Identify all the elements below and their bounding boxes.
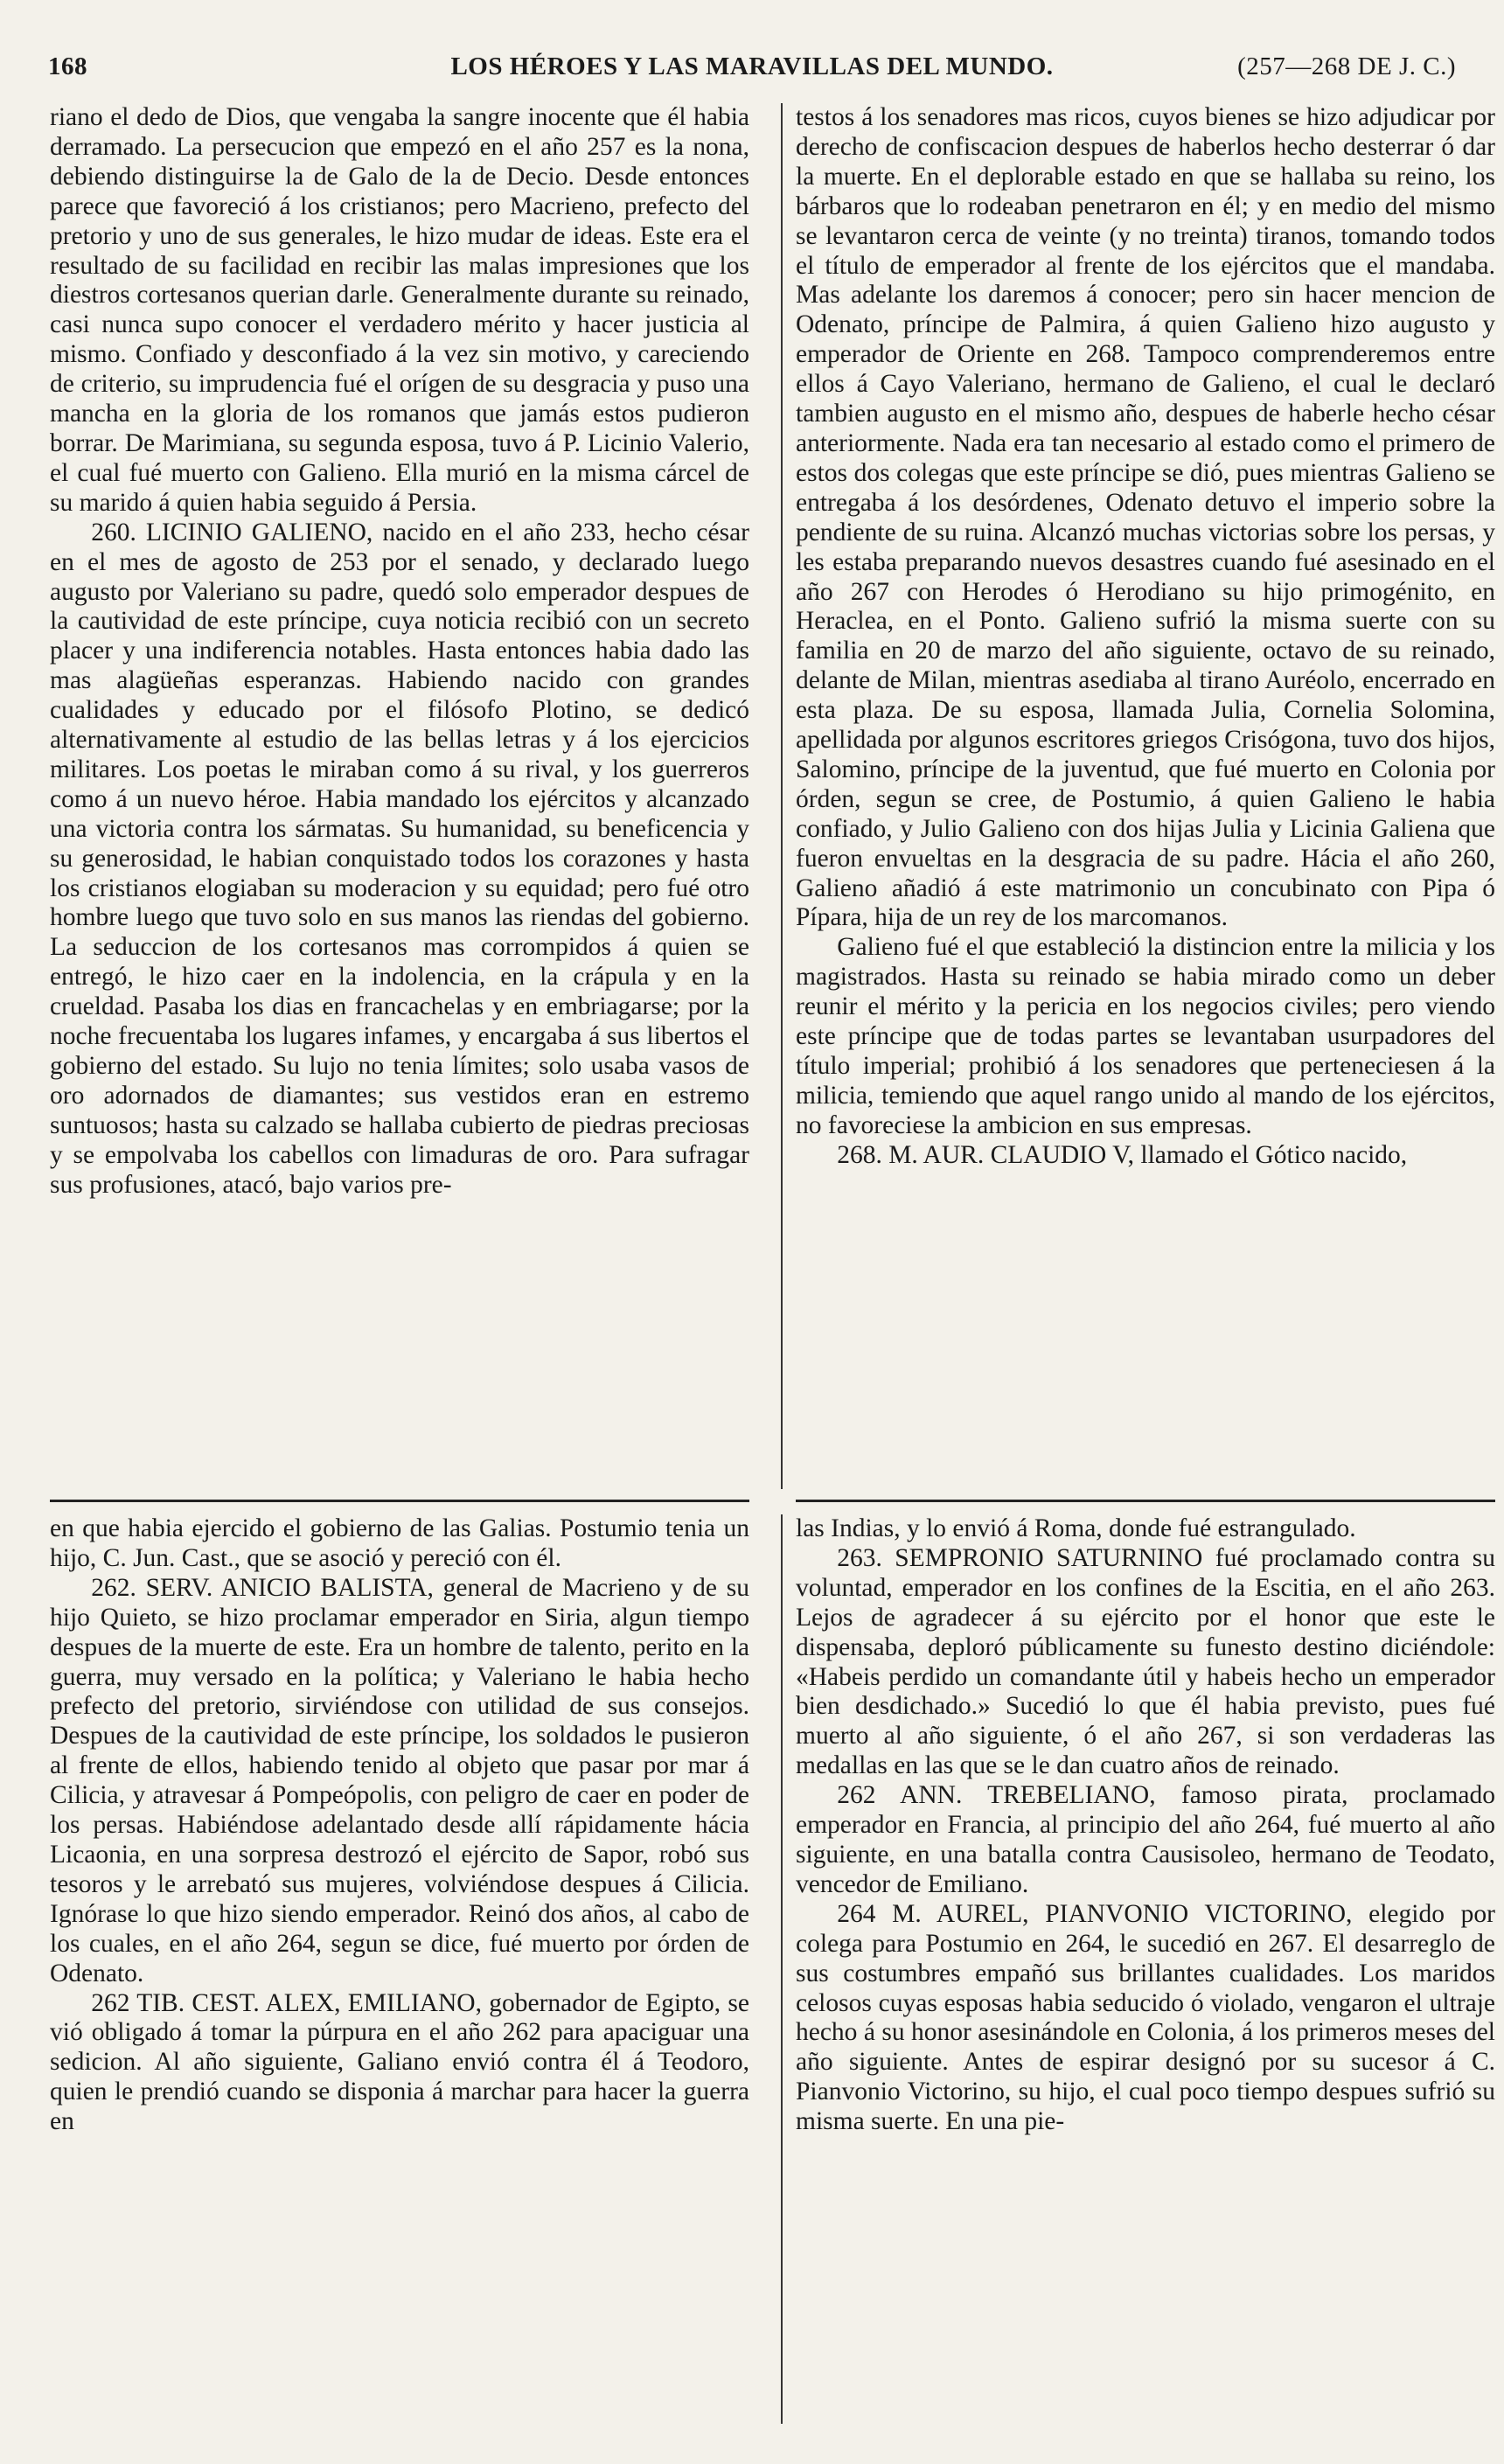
column-top-right <box>796 103 1495 1171</box>
column-bottom-left <box>50 1514 749 2137</box>
paragraph: testos á los senadores mas ricos, cuyos bienes se hizo adjudicar por derecho de confiscacion despues de haberlos hecho desterrar ó dar la muerte. En el deplorable estado en que se hallaba su reino, los bárbaros que lo rodeaban penetraron en él; y en medio del mismo se levantaron cerca de veinte (y no treinta) tiranos, tomando todos el título de emperador al frente de los ejércitos que el mandaba. Mas adelante los daremos á conocer; pero sin hacer mencion de Odenato, príncipe de Palmira, á quien Galieno hizo augusto y emperador de Oriente en 268. Tampoco comprenderemos entre ellos á Cayo Valeriano, hermano de Galieno, el cual le declaró tambien augusto en el mismo año, despues de haberle hecho césar anteriormente. Nada era tan necesario al estado como el primero de estos dos colegas que este príncipe se dió, pues mientras Galieno se entregaba á los desórdenes, Odenato detuvo el imperio sobre la pendiente de su ruina. Alcanzó muchas victorias sobre los persas, y les estaba preparando nuevos desastres cuando fué asesinado en el año 267 con Herodes ó Herodiano su hijo primogénito, en Heraclea, en el Ponto. Galieno sufrió la misma suerte con su familia en 20 de marzo del año siguiente, octavo de su reinado, delante de Milan, mientras asediaba al tirano Auréolo, encerrado en esta plaza. De su esposa, llamada Julia, Cornelia Solomina, apellidada por algunos escritores griegos Crisógona, tuvo dos hijos, Salomino, príncipe de la juventud, que fué muerto en Colonia por órden, segun se cree, de Postumio, á quien Galieno le habia confiado, y Julio Galieno con dos hijas Julia y Licinia Galiena que fueron envueltas en la desgracia de su padre. Hácia el año 260, Galieno añadió á este matrimonio un concubinato con Pipa ó Pípara, hija de un rey de los marcomanos. <box>796 103 1495 932</box>
paragraph: Galieno fué el que estableció la distincion entre la milicia y los magistrados. Hasta su reinado se habia mirado como un deber reunir el mérito y la pericia en los negocios civiles; pero viendo este príncipe que de todas partes se levantaban usurpadores del título imperial; prohibió á los senadores que perteneciesen á la milicia, temiendo que aquel rango unido al mando de los ejércitos, no favoreciese la ambicion en sus empresas. <box>796 933 1495 1139</box>
section-rule-left <box>50 1500 749 1502</box>
paragraph: 260. LICINIO GALIENO, nacido en el año 233, hecho césar en el mes de agosto de 253 por el senado, y declarado luego augusto por Valeriano su padre, quedó solo emperador despues de la cautividad de este príncipe, cuya noticia recibió con un secreto placer y una indiferencia notables. Hasta entonces habia dado las mas alagüeñas esperanzas. Habiendo nacido con grandes cualidades y educado por el filósofo Plotino, se dedicó alternativamente al estudio de las bellas letras y á los ejercicios militares. Los poetas le miraban como á su rival, y los guerreros como á un nuevo héroe. Habia mandado los ejércitos y alcanzado una victoria contra los sármatas. Su humanidad, su beneficencia y su generosidad, le habian conquistado todos los corazones y hasta los cristianos elogiaban su moderacion y su equidad; pero fué otro hombre luego que tuvo solo en sus manos las riendas del gobierno. La seduccion de los cortesanos mas corrompidos á quien se entregó, le hizo caer en la indolencia, en la crápula y en la crueldad. Pasaba los dias en francachelas y en embriagarse; por la noche frecuentaba los lugares infames, y encargaba á sus libertos el gobierno del estado. Su lujo no tenia límites; solo usaba vasos de oro adornados de diamantes; sus vestidos eran en estremo suntuosos; hasta su calzado se hallaba cubierto de piedras preciosas y se empolvaba los cabellos con limaduras de oro. Para sufragar sus profusiones, atacó, bajo varios pre- <box>50 518 749 1199</box>
paragraph: 268. M. AUR. CLAUDIO V, llamado el Gótico nacido, <box>837 1140 1408 1169</box>
page-number: 168 <box>48 52 87 80</box>
page-header <box>48 52 1456 91</box>
paragraph: en que habia ejercido el gobierno de las Galias. Postumio tenia un hijo, C. Jun. Cast., que se asoció y pereció con él. <box>50 1514 749 1572</box>
paragraph: 262 TIB. CEST. ALEX, EMILIANO, gobernador de Egipto, se vió obligado á tomar la púrpura en el año 262 para apaciguar una sedicion. Al año siguiente, Galiano envió contra él á Teodoro, quien le prendió cuando se disponia á marchar para hacer la guerra en <box>50 1988 749 2136</box>
page-title: LOS HÉROES Y LAS MARAVILLAS DEL MUNDO. <box>450 52 1054 80</box>
paragraph: 264 M. AUREL, PIANVONIO VICTORINO, elegido por colega para Postumio en 264, le sucedió en 267. El desarreglo de sus costumbres empañó sus brillantes cualidades. Los maridos celosos cuyas esposas habia seducido ó violado, vengaron el ultraje hecho á su honor asesinándole en Colonia, á los primeros meses del año siguiente. Antes de espirar designó por su sucesor á C. Pianvonio Victorino, su hijo, el cual poco tiempo despues sufrió su misma suerte. En una pie- <box>796 1899 1495 2136</box>
column-divider-bottom <box>781 1514 783 2424</box>
column-divider-top <box>781 103 783 1489</box>
date-range: (257—268 DE J. C.) <box>1237 52 1456 80</box>
paragraph: las Indias, y lo envió á Roma, donde fué estrangulado. <box>796 1514 1356 1542</box>
section-rule-right <box>796 1500 1495 1502</box>
column-top-left <box>50 103 749 1201</box>
paragraph: 262. SERV. ANICIO BALISTA, general de Macrieno y de su hijo Quieto, se hizo proclamar emperador en Siria, algun tiempo despues de la muerte de este. Era un hombre de talento, perito en la guerra, muy versado en la política; y Valeriano le habia hecho prefecto del pretorio, sirviéndose con utilidad de sus consejos. Despues de la cautividad de este príncipe, los soldados le pusieron al frente de ellos, habiendo tenido al objeto que pasar por mar á Cilicia, y atravesar á Pompeópolis, con peligro de caer en poder de los persas. Habiéndose adelantado desde allí rápidamente hácia Licaonia, en una sorpresa destrozó el ejército de Sapor, robó sus tesoros y le arrebató sus mujeres, volviéndose despues á Cilicia. Ignórase lo que hizo siendo emperador. Reinó dos años, al cabo de los cuales, en el año 264, segun se dice, fué muerto por órden de Odenato. <box>50 1573 749 1987</box>
column-bottom-right <box>796 1514 1495 2137</box>
paragraph: 262 ANN. TREBELIANO, famoso pirata, proclamado emperador en Francia, al principio del año 264, fué muerto al año siguiente, en una batalla contra Causisoleo, hermano de Teodato, vencedor de Emiliano. <box>796 1781 1495 1898</box>
paragraph: riano el dedo de Dios, que vengaba la sangre inocente que él habia derramado. La persecucion que empezó en el año 257 es la nona, debiendo distinguirse la de Galo de la de Decio. Desde entonces parece que favoreció á los cristianos; pero Macrieno, prefecto del pretorio y uno de sus generales, le hizo mudar de ideas. Este era el resultado de su facilidad en recibir las malas impresiones que los diestros cortesanos querian darle. Generalmente durante su reinado, casi nunca supo conocer el verdadero mérito y hacer justicia al mismo. Confiado y desconfiado á la vez sin motivo, y careciendo de criterio, su imprudencia fué el orígen de su desgracia y puso una mancha en la gloria de los romanos que jamás estos pudieron borrar. De Marimiana, su segunda esposa, tuvo á P. Licinio Valerio, el cual fué muerto con Galieno. Ella murió en la misma cárcel de su marido á quien habia seguido á Persia. <box>50 103 749 517</box>
paragraph: 263. SEMPRONIO SATURNINO fué proclamado contra su voluntad, emperador en los confines de la Escitia, en el año 263. Lejos de agradecer á su ejército por el honor que este le dispensaba, deploró públicamente su funesto destino diciéndole: «Habeis perdido un comandante útil y habeis hecho un emperador bien desdichado.» Sucedió lo que él habia previsto, pues fué muerto al año siguiente, ó el año 267, si son verdaderas las medallas en las que se le dan cuatro años de reinado. <box>796 1543 1495 1780</box>
